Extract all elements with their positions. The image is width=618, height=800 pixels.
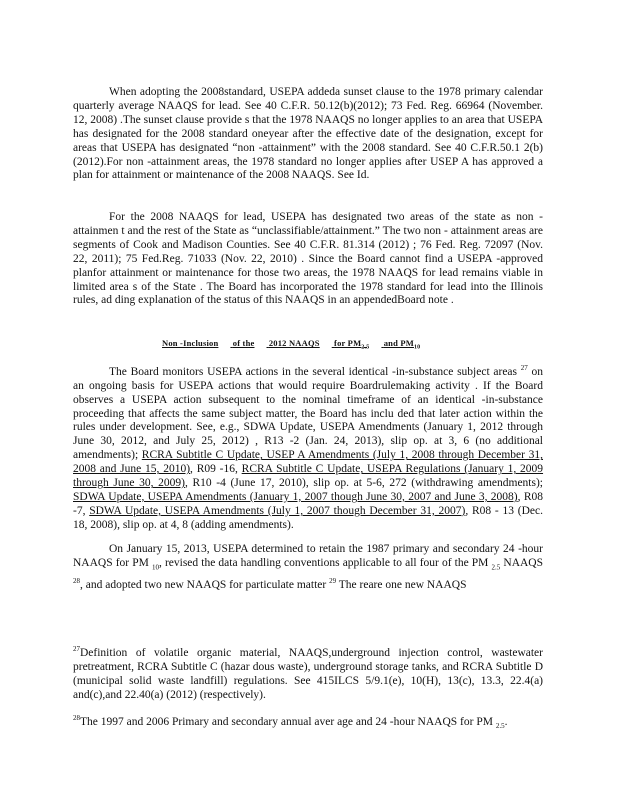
text-run: The reare one new NAAQS <box>338 578 467 591</box>
heading-word: 2012 NAAQS <box>268 338 320 348</box>
heading-pm: for PM <box>334 338 362 348</box>
paragraph-text <box>73 543 543 593</box>
paragraph-sunset-clause <box>73 86 543 183</box>
footnote-end: . <box>504 715 508 728</box>
text-run: NAAQS <box>503 556 544 569</box>
paragraph-monitoring <box>73 362 543 533</box>
heading-word: of the <box>232 338 255 348</box>
heading-sub: 10 <box>413 344 421 351</box>
paragraph-text: For the 2008 NAAQS for lead, USEPA has designated two areas of the state as non -attainmen t and the rest of the State as “unclassifiable/attainment.” The two non - attainment areas are segments of Cook and Madison Counties. See 40 C.F.R. 81.314 (2012) ; 76 Fed. Reg. 72097 (Nov. 22, 2011); 75 Fed.Reg. 71033 (Nov. 22, 2010) . Since the Board cannot find a USEPA -approved planfor attainment or maintenance for those two areas, the 1978 NAAQS for lead remains viable in limited area s of the State . The Board has incorporated the 1978 standard for lead into the Illinois rules, ad ding explanation of the status of this NAAQS in an appendedBoard note . <box>73 211 543 307</box>
footnote-ref[interactable]: 28 <box>73 577 80 586</box>
heading-pm: and PM <box>383 338 414 348</box>
text-run: , revised the data handling conventions applicable to all four of the PM <box>158 556 489 569</box>
text-run: On January 15, 2013, USEPA determined to retain the 1987 primary and secondary 24 -hour NAAQS for PM <box>73 543 543 569</box>
section-heading <box>162 338 462 351</box>
paragraph-pm-naaqs <box>73 543 543 593</box>
text-run: , and adopted two new NAAQS for particulate matter <box>80 578 327 591</box>
heading-word <box>383 338 421 351</box>
heading-sub: 2.5 <box>361 344 370 351</box>
paragraph-lead-designations <box>73 211 543 308</box>
footnote-number: 28 <box>73 714 80 722</box>
footnote-ref[interactable]: 27 <box>520 364 528 372</box>
citation-title: SDWA Update, USEPA Amendments (July 1, 2007 though December 31, 2007) <box>89 504 466 517</box>
text-run: , R08 - 13 (Dec. 18, 2008), slip op. at 4, 8 (adding amendments). <box>73 504 544 531</box>
citation-title: RCRA Subtitle C Update, USEPA Regulations (January 1, 2009 through June 30, 2009) <box>73 463 544 490</box>
text-run: , R10 -4 (June 17, 2010), slip op. at 5-6, 272 (withdrawing amendments); <box>184 477 543 490</box>
citation-title: SDWA Update, USEPA Amendments (January 1, 2007 though June 30, 2007 and June 3, 2008) <box>73 490 518 503</box>
footnote-text: Definition of volatile organic material, NAAQS,underground injection control, wastewater pretreatment, RCRA Subtitle C (hazar dous waste), underground storage tanks, and RCRA Subtitle D (municipal solid waste landfill) regulations. See 415ILCS 5/9.1(e), 10(H), 13(c), 13.3, 22.4(a) and(c),and 22.40(a) (2012) (respectively). <box>73 646 543 701</box>
heading-word <box>334 338 370 351</box>
text-run: , R09 -16, <box>190 463 238 476</box>
footnote-text: The 1997 and 2006 Primary and secondary annual aver age and 24 -hour NAAQS for PM <box>80 715 493 728</box>
citation-title: RCRA Subtitle C Update, USEP A Amendments (July 1, 2008 through December 31, 2008 and June 15, 2010) <box>73 449 543 476</box>
subscript: 10 <box>151 563 159 572</box>
paragraph-text <box>73 362 543 533</box>
subscript: 2.5 <box>495 722 505 731</box>
heading-word: Non -Inclusion <box>162 338 219 348</box>
text-run: , R08 -7, <box>73 490 544 517</box>
footnote-number: 27 <box>73 645 80 653</box>
text-run: The Board monitors USEPA actions in the several identical -in-substance subject areas <box>109 365 518 378</box>
footnote-ref[interactable]: 29 <box>329 577 337 586</box>
paragraph-text: When adopting the 2008standard, USEPA addeda sunset clause to the 1978 primary calendar quarterly average NAAQS for lead. See 40 C.F.R. 50.12(b)(2012); 73 Fed. Reg. 66964 (November. 12, 2008) .The sunset clause provide s that the 1978 NAAQS no longer applies to an area that USEPA has designated for the 2008 standard oneyear after the effective date of the designation, except for areas that USEPA has designated “non -attainment” with the 2008 standard. See 40 C.F.R.50.1 2(b) (2012).For non -attainment areas, the 1978 standard no longer applies after USEP A has approved a plan for attainment or maintenance of the 2008 NAAQS. See Id. <box>73 86 543 182</box>
footnote-28 <box>73 712 543 734</box>
text-run: on an ongoing basis for USEPA actions that would require Boardrulemaking activity . If the Board observes a USEPA action subsequent to the nominal timeframe of an identical -in-substance proceeding that affects the same subject matter, the Board has inclu ded that later action within the rules under development. See, e.g., SDWA Update, USEPA Amendments (January 1, 2012 through June 30, 2012, and July 25, 2012) , R13 -2 (Jan. 24, 2013), slip op. at 3, 6 (no additional amendments); <box>73 365 544 462</box>
footnote-27 <box>73 643 543 702</box>
subscript: 2.5 <box>491 563 501 572</box>
